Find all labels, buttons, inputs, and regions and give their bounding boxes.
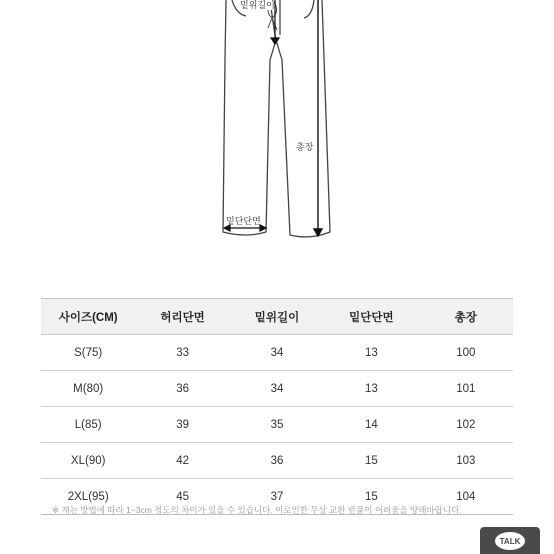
table-row xyxy=(41,371,513,407)
cell-waist: 33 xyxy=(135,335,229,371)
cell-rise: 35 xyxy=(230,407,324,443)
cell-size: XL(90) xyxy=(41,443,135,479)
header-total-length: 총장 xyxy=(419,299,513,335)
cell-hem: 15 xyxy=(324,443,418,479)
talk-label: TALK xyxy=(499,536,521,546)
hem-label: 밑단단면 xyxy=(226,216,261,226)
table-row xyxy=(41,335,513,371)
cell-waist: 42 xyxy=(135,443,229,479)
header-rise: 밑위길이 xyxy=(230,299,324,335)
cell-rise: 37 xyxy=(230,479,324,515)
talk-bubble-icon xyxy=(495,532,525,550)
cell-total-length: 104 xyxy=(419,479,513,515)
total-length-measure-line xyxy=(314,0,322,236)
talk-chat-button[interactable] xyxy=(480,527,540,554)
pants-illustration xyxy=(0,0,554,260)
header-size: 사이즈(CM) xyxy=(41,299,135,335)
cell-rise: 34 xyxy=(230,371,324,407)
cell-total-length: 101 xyxy=(419,371,513,407)
measurement-disclaimer: ※ 재는 방법에 따라 1~3cm 정도의 차이가 있을 수 있습니다. 이로인한 무상 교환 반품이 어려움을 양해바랍니다. xyxy=(52,505,462,515)
total-length-label: 총장 xyxy=(296,142,314,152)
cell-hem: 15 xyxy=(324,479,418,515)
cell-total-length: 100 xyxy=(419,335,513,371)
cell-rise: 36 xyxy=(230,443,324,479)
table-header-row xyxy=(41,299,513,335)
cell-size: 2XL(95) xyxy=(41,479,135,515)
rise-label: 밑위길이 xyxy=(240,0,275,10)
cell-size: S(75) xyxy=(41,335,135,371)
header-hem: 밑단단면 xyxy=(324,299,418,335)
pants-outline xyxy=(223,0,330,237)
table-row xyxy=(41,407,513,443)
cell-size: M(80) xyxy=(41,371,135,407)
cell-rise: 34 xyxy=(230,335,324,371)
cell-waist: 45 xyxy=(135,479,229,515)
cell-size: L(85) xyxy=(41,407,135,443)
cell-waist: 36 xyxy=(135,371,229,407)
cell-total-length: 103 xyxy=(419,443,513,479)
cell-hem: 13 xyxy=(324,335,418,371)
header-waist: 허리단면 xyxy=(135,299,229,335)
cell-hem: 14 xyxy=(324,407,418,443)
cell-hem: 13 xyxy=(324,371,418,407)
cell-waist: 39 xyxy=(135,407,229,443)
table-row xyxy=(41,443,513,479)
size-table xyxy=(41,298,513,515)
cell-total-length: 102 xyxy=(419,407,513,443)
